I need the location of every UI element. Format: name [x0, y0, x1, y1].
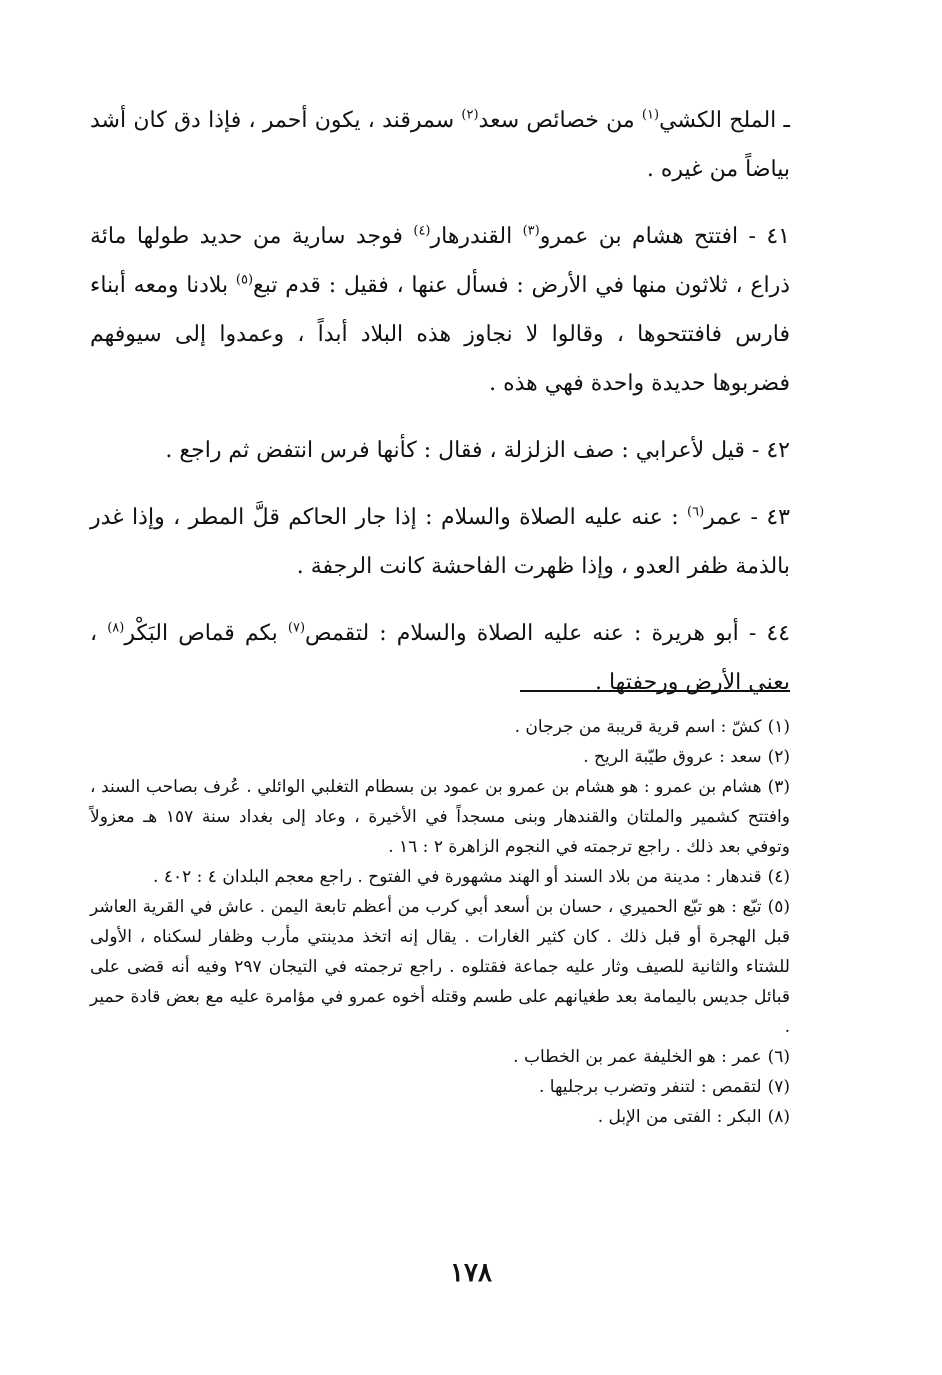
- footnote-ref[interactable]: (٤): [413, 223, 431, 239]
- text-run: ٤٣ - عمر: [704, 505, 790, 530]
- text-run: ، يعني الأرض ورجفتها .: [90, 621, 790, 695]
- footnote-ref[interactable]: (٦): [687, 504, 705, 520]
- footnote-ref[interactable]: (١): [641, 107, 660, 123]
- text-run: القندرهار: [430, 224, 523, 249]
- text-run: ـ الملح الكشي: [659, 108, 790, 133]
- footnote-ref[interactable]: (٨): [107, 620, 125, 636]
- footnote: [90, 892, 790, 1042]
- footnote-text: عمر : هو الخليفة عمر بن الخطاب .: [513, 1047, 762, 1067]
- footnote-number: (٧): [767, 1077, 790, 1097]
- footnote-number: (٨): [767, 1107, 790, 1127]
- paragraph: [90, 212, 790, 408]
- main-text: [90, 96, 790, 725]
- footnote-text: هشام بن عمرو : هو هشام بن عمرو بن عمود بن بسطام التغلبي الوائلي . عُرف بصاحب السند ، وافتتح كشمير والملتان والقندهار وبنى مسجداً في الأخيرة ، وعاد إلى بغداد سنة ١٥٧ هـ معزولاً وتوفي بعد ذلك . راجع ترجمته في النجوم الزاهرة ٢ : ١٦ .: [90, 777, 790, 857]
- footnote: [90, 1072, 790, 1102]
- footnote-text: تبّع : هو تبّع الحميري ، حسان بن أسعد أبي كرب من أعظم تابعة اليمن . عاش في القرية العاشر قبل الهجرة أو قبل ذلك . كان كثير الغارات . يقال إنه اتخذ مدينتي مأرب وظفار لسكناه ، الأولى للشتاء والثانية للصيف وثار عليه جماعة فقتلوه . راجع ترجمته في التيجان ٢٩٧ وفيه أنه قضى على قبائل جديس باليمامة بعد طغيانهم على طسم وقتله أخوه عمرو في مؤامرة عليه مع بعض قادة حمير .: [90, 897, 790, 1037]
- text-run: فوجد سارية من حديد طولها مائة ذراع ، ثلاثون منها في الأرض : فسأل عنها ، فقيل : قدم تبع: [90, 224, 790, 298]
- footnote-text: لتقمص : لتنفر وتضرب برجليها .: [538, 1077, 762, 1097]
- footnote-ref[interactable]: (٣): [522, 223, 540, 239]
- footnote-number: (٢): [767, 747, 790, 767]
- footnote-number: (٥): [767, 897, 790, 917]
- text-run: ٤١ - افتتح هشام بن عمرو: [539, 224, 790, 249]
- footnote: [90, 1102, 790, 1132]
- text-run: سمرقند ، يكون أحمر ، فإذا دق كان أشد بياضاً من غيره .: [90, 108, 790, 182]
- footnote: [90, 742, 790, 772]
- footnotes: [90, 712, 790, 1132]
- footnote: [90, 712, 790, 742]
- paragraph: [90, 426, 790, 475]
- footnote-number: (٦): [767, 1047, 790, 1067]
- text-run: ٤٤ - أبو هريرة : عنه عليه الصلاة والسلام : لتقمص: [305, 621, 791, 646]
- footnote-ref[interactable]: (٧): [287, 620, 306, 636]
- footnote-ref[interactable]: (٥): [235, 272, 254, 288]
- footnote-text: قندهار : مدينة من بلاد السند أو الهند مشهورة في الفتوح . راجع معجم البلدان ٤ : ٤٠٢ .: [153, 867, 762, 887]
- footnote: [90, 862, 790, 892]
- footnote: [90, 772, 790, 862]
- footnote-number: (٤): [767, 867, 790, 887]
- footnote-text: سعد : عروق طيّبة الريح .: [583, 747, 762, 767]
- paragraph: [90, 493, 790, 591]
- text-run: ٤٢ - قيل لأعرابي : صف الزلزلة ، فقال : كأنها فرس انتفض ثم راجع .: [165, 438, 790, 463]
- footnote-divider: [520, 690, 790, 692]
- paragraph: [90, 96, 790, 194]
- footnote-number: (٣): [767, 777, 790, 797]
- footnote-text: البكر : الفتى من الإبل .: [597, 1107, 762, 1127]
- paragraph: [90, 609, 790, 707]
- page-number: ١٧٨: [450, 1258, 492, 1288]
- text-run: بلادنا ومعه أبناء فارس فافتتحوها ، وقالوا لا نجاوز هذه البلاد أبداً ، وعمدوا إلى سيوفهم فضربوها حديدة واحدة فهي هذه .: [90, 273, 790, 396]
- footnote-number: (١): [767, 717, 790, 737]
- text-run: بكم قماص البَكْر: [124, 621, 288, 646]
- text-run: من خصائص سعد: [478, 108, 642, 133]
- footnote: [90, 1042, 790, 1072]
- footnote-ref[interactable]: (٢): [461, 107, 479, 123]
- text-run: : عنه عليه الصلاة والسلام : إذا جار الحاكم قلَّ المطر ، وإذا غدر بالذمة ظفر العدو ، وإذا ظهرت الفاحشة كانت الرجفة .: [90, 505, 790, 579]
- footnote-text: كشّ : اسم قرية قريبة من جرجان .: [514, 717, 762, 737]
